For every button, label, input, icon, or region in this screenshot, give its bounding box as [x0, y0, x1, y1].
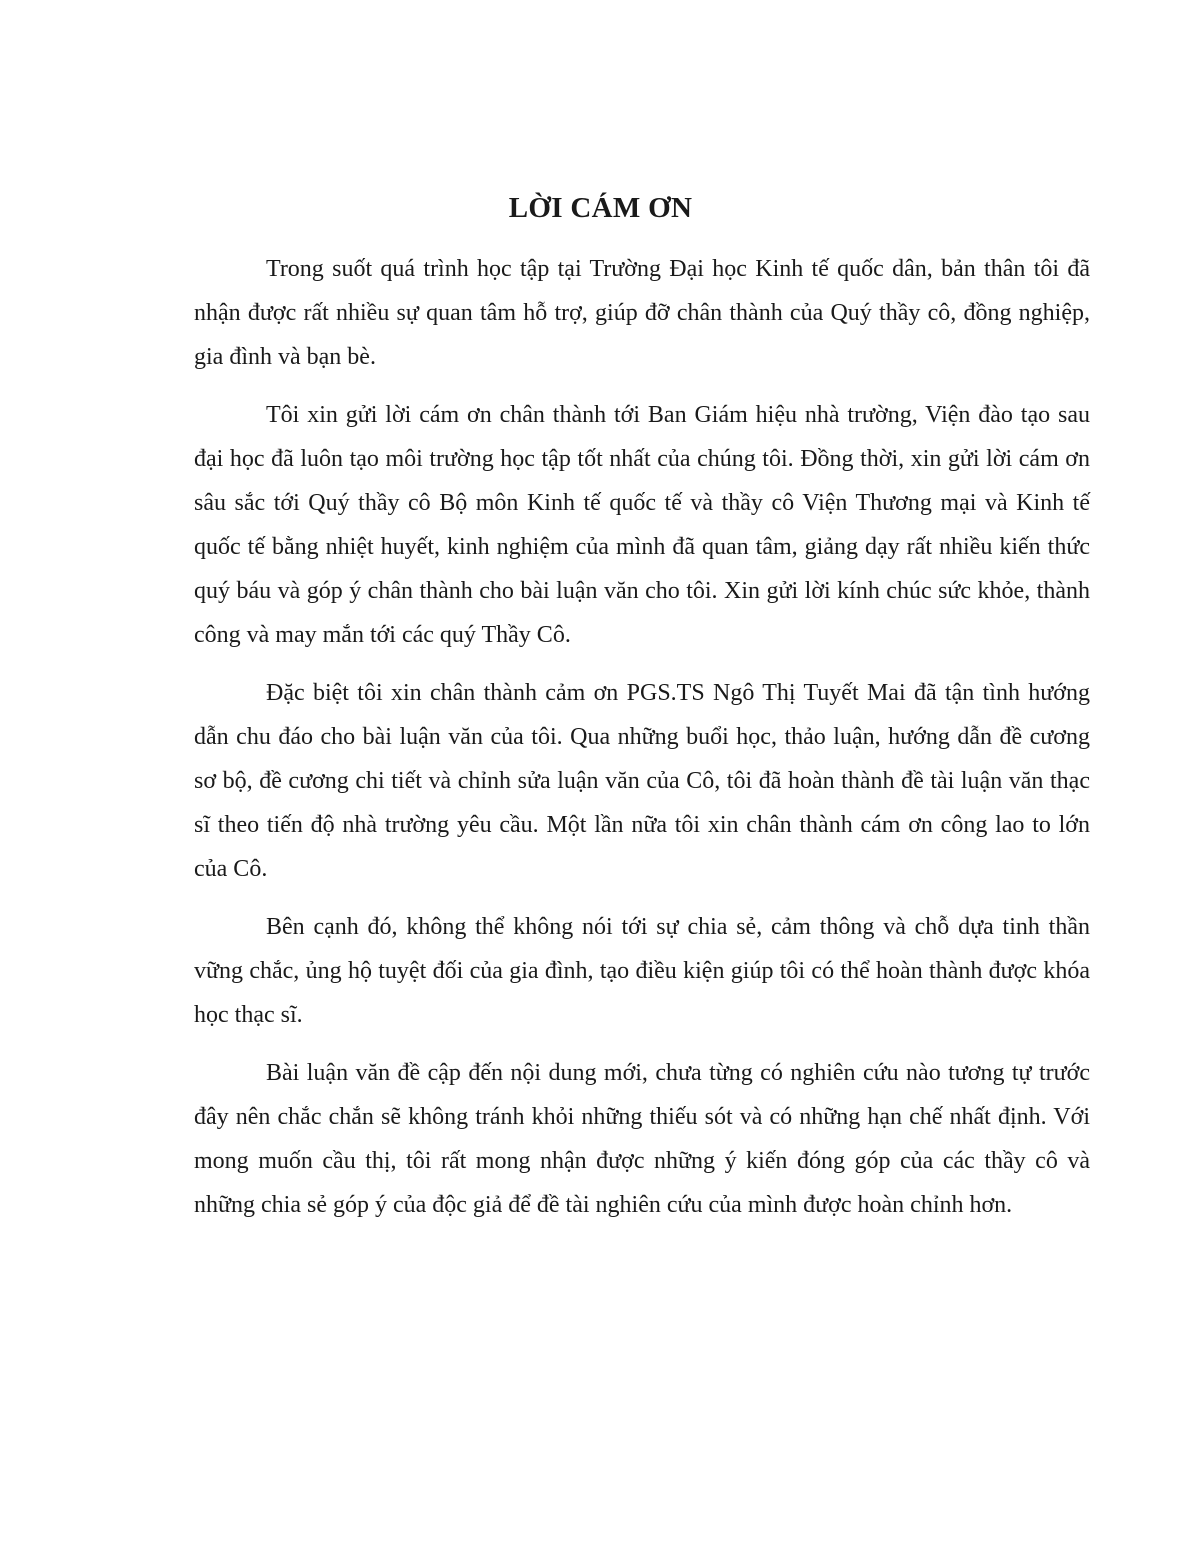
paragraph-1: Trong suốt quá trình học tập tại Trường Đại học Kinh tế quốc dân, bản thân tôi đã nhận được rất nhiều sự quan tâm hỗ trợ, giúp đỡ chân thành của Quý thầy cô, đồng nghiệp, gia đình và bạn bè.	[194, 256, 1090, 370]
paragraph-2: Tôi xin gửi lời cám ơn chân thành tới Ban Giám hiệu nhà trường, Viện đào tạo sau đại học đã luôn tạo môi trường học tập tốt nhất của chúng tôi. Đồng thời, xin gửi lời cám ơn sâu sắc tới Quý thầy cô Bộ môn Kinh tế quốc tế và thầy cô Viện Thương mại và Kinh tế quốc tế bằng nhiệt huyết, kinh nghiệm của mình đã quan tâm, giảng dạy rất nhiều kiến thức quý báu và góp ý chân thành cho bài luận văn cho tôi. Xin gửi lời kính chúc sức khỏe, thành công và may mắn tới các quý Thầy Cô.	[194, 402, 1090, 648]
document-body	[194, 247, 1090, 1241]
paragraph-5: Bài luận văn đề cập đến nội dung mới, chưa từng có nghiên cứu nào tương tự trước đây nên chắc chắn sẽ không tránh khỏi những thiếu sót và có những hạn chế nhất định. Với mong muốn cầu thị, tôi rất mong nhận được những ý kiến đóng góp của các thầy cô và những chia sẻ góp ý của độc giả để đề tài nghiên cứu của mình được hoàn chỉnh hơn.	[194, 1060, 1090, 1218]
page-title: LỜI CÁM ƠN	[508, 192, 693, 224]
paragraph-4: Bên cạnh đó, không thể không nói tới sự chia sẻ, cảm thông và chỗ dựa tinh thần vững chắc, ủng hộ tuyệt đối của gia đình, tạo điều kiện giúp tôi có thể hoàn thành được khóa học thạc sĩ.	[194, 914, 1090, 1028]
paragraph-3: Đặc biệt tôi xin chân thành cảm ơn PGS.TS Ngô Thị Tuyết Mai đã tận tình hướng dẫn chu đáo cho bài luận văn của tôi. Qua những buổi học, thảo luận, hướng dẫn đề cương sơ bộ, đề cương chi tiết và chỉnh sửa luận văn của Cô, tôi đã hoàn thành đề tài luận văn thạc sĩ theo tiến độ nhà trường yêu cầu. Một lần nữa tôi xin chân thành cám ơn công lao to lớn của Cô.	[194, 680, 1090, 882]
